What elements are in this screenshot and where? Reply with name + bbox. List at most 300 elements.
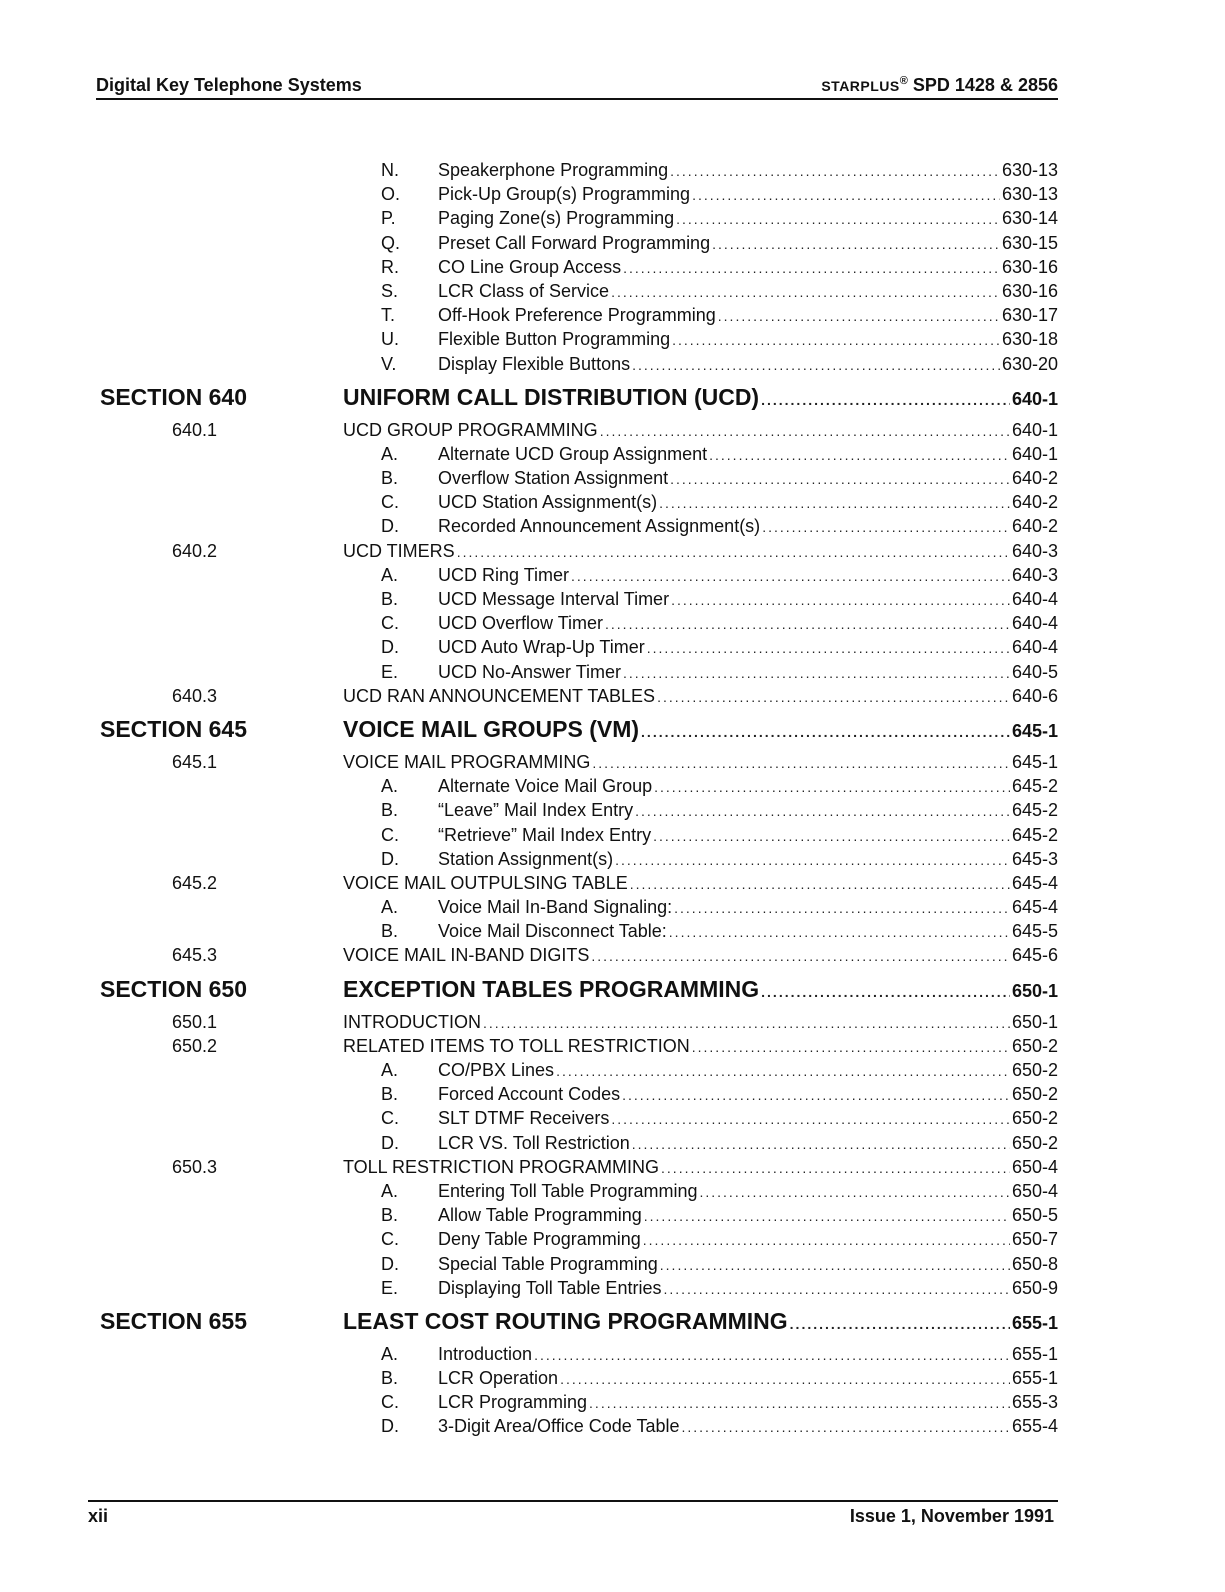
dot-leader [600, 423, 1010, 439]
toc-entry [0, 635, 1225, 659]
entry-label: C. [381, 613, 399, 634]
entry-title: Station Assignment(s) [438, 848, 614, 869]
entry-label: 640.2 [172, 540, 218, 561]
entry-line [438, 776, 1058, 797]
page-ref: 650-2 [1011, 1060, 1058, 1080]
section-number: SECTION 655 [100, 1307, 247, 1334]
toc-entry [0, 206, 1225, 230]
toc-entry [0, 1414, 1225, 1438]
page-ref: 640-1 [1011, 388, 1058, 409]
page-ref: 650-7 [1011, 1229, 1058, 1250]
entry-title: “Leave” Mail Index Entry [438, 800, 634, 821]
entry-line [438, 1368, 1058, 1389]
entry-line [343, 1036, 1058, 1057]
entry-label: 650.2 [172, 1035, 218, 1056]
page-ref: 645-4 [1011, 897, 1058, 918]
entry-line [438, 516, 1058, 537]
dot-leader [659, 495, 1010, 511]
dot-leader [632, 357, 1000, 373]
entry-line [438, 800, 1058, 821]
entry-line [343, 384, 1058, 411]
dot-leader [670, 163, 1000, 179]
dot-leader [644, 1208, 1010, 1224]
entry-title: Voice Mail Disconnect Table: [438, 921, 667, 942]
page-ref: 650-4 [1011, 1180, 1058, 1201]
entry-title: Allow Table Programming [438, 1205, 642, 1226]
toc-entry [0, 255, 1225, 279]
page-ref: 655-1 [1011, 1368, 1058, 1389]
entry-title: UCD TIMERS [343, 540, 455, 561]
toc-entry [0, 1390, 1225, 1414]
dot-leader [699, 1184, 1009, 1200]
entry-line [438, 329, 1058, 350]
dot-leader [623, 260, 1000, 276]
entry-label: B. [381, 589, 399, 609]
entry-title: Alternate Voice Mail Group [438, 776, 653, 797]
entry-title: VOICE MAIL PROGRAMMING [343, 751, 591, 772]
entry-title: UCD Ring Timer [438, 564, 570, 585]
dot-leader [718, 308, 1000, 324]
toc-entry [0, 1010, 1225, 1034]
dot-leader [560, 1371, 1010, 1387]
entry-title: SLT DTMF Receivers [438, 1108, 610, 1129]
entry-title: UCD Auto Wrap-Up Timer [438, 637, 645, 658]
toc-entry [0, 919, 1225, 943]
entry-label: D. [381, 1132, 399, 1153]
dot-leader [709, 447, 1010, 463]
entry-title: Recorded Announcement Assignment(s) [438, 516, 761, 537]
entry-line [438, 305, 1058, 326]
page-ref: 650-1 [1011, 1011, 1058, 1032]
entry-line [438, 825, 1058, 846]
entry-line [438, 1181, 1058, 1202]
entry-title: Off-Hook Preference Programming [438, 305, 716, 326]
entry-line [343, 420, 1058, 441]
entry-line [343, 1012, 1058, 1033]
entry-title: TOLL RESTRICTION PROGRAMMING [343, 1156, 660, 1177]
footer-page-number: xii [88, 1506, 109, 1526]
toc-entry [0, 303, 1225, 327]
section-heading-row [0, 1304, 1225, 1342]
entry-label: A. [381, 1060, 399, 1080]
dot-leader [712, 236, 1000, 252]
entry-title: LCR Operation [438, 1368, 559, 1389]
entry-label: E. [381, 1277, 399, 1298]
entry-title: Entering Toll Table Programming [438, 1180, 698, 1201]
entry-line [438, 637, 1058, 658]
toc-entry [0, 442, 1225, 466]
entry-line [438, 1205, 1058, 1226]
entry-label: C. [381, 824, 399, 845]
page-ref: 645-5 [1011, 921, 1058, 942]
entry-title: RELATED ITEMS TO TOLL RESTRICTION [343, 1035, 690, 1056]
entry-title: UCD Overflow Timer [438, 613, 604, 634]
section-heading-row [0, 712, 1225, 750]
registered-mark: ® [899, 75, 908, 87]
entry-line [438, 468, 1058, 489]
entry-label: U. [381, 329, 399, 350]
toc-entry [0, 750, 1225, 774]
dot-leader [654, 779, 1010, 795]
dot-leader [571, 568, 1010, 584]
entry-title: LCR Class of Service [438, 280, 610, 301]
page-ref: 630-16 [1001, 280, 1058, 301]
entry-label: A. [381, 897, 399, 918]
page-ref: 655-1 [1011, 1343, 1058, 1364]
entry-line [438, 1392, 1058, 1413]
dot-leader [670, 471, 1010, 487]
entry-label: A. [381, 1343, 399, 1364]
page-ref: 645-1 [1011, 751, 1058, 772]
page-ref: 640-2 [1011, 468, 1058, 489]
page-ref: 645-2 [1011, 824, 1058, 845]
entry-line [343, 1308, 1058, 1335]
toc-entry [0, 1082, 1225, 1106]
page-ref: 645-1 [1011, 720, 1058, 741]
page-ref: 650-2 [1011, 1132, 1058, 1153]
page-ref: 640-4 [1011, 613, 1058, 634]
entry-title: Voice Mail In-Band Signaling: [438, 897, 673, 918]
dot-leader [669, 924, 1010, 940]
page-ref: 645-2 [1011, 800, 1058, 821]
toc-entry [0, 352, 1225, 376]
entry-line [438, 662, 1058, 683]
dot-leader [643, 1232, 1010, 1248]
entry-label: A. [381, 564, 399, 585]
toc-entry [0, 823, 1225, 847]
entry-label: D. [381, 516, 399, 537]
dot-leader [641, 724, 1010, 740]
dot-leader [647, 640, 1010, 656]
entry-title: Overflow Station Assignment [438, 468, 669, 489]
entry-title: VOICE MAIL GROUPS (VM) [343, 715, 640, 742]
entry-label: O. [381, 184, 401, 205]
dot-leader [534, 1347, 1010, 1363]
entry-label: Q. [381, 232, 401, 253]
header-brand: STARPLUS [821, 78, 900, 94]
entry-title: CO Line Group Access [438, 256, 622, 277]
entry-title: LCR Programming [438, 1392, 588, 1413]
toc-entry [0, 1034, 1225, 1058]
dot-leader [692, 1039, 1010, 1055]
toc-entry [0, 1058, 1225, 1082]
entry-label: B. [381, 921, 399, 942]
entry-line [343, 716, 1058, 743]
table-of-contents [0, 158, 1225, 1439]
entry-label: D. [381, 1253, 399, 1274]
page-ref: 630-13 [1001, 160, 1058, 180]
entry-title: Flexible Button Programming [438, 329, 671, 350]
entry-line [343, 752, 1058, 773]
toc-entry [0, 1203, 1225, 1227]
page-ref: 655-4 [1011, 1416, 1058, 1437]
page-ref: 630-18 [1001, 329, 1058, 350]
dot-leader [615, 852, 1010, 868]
entry-label: 650.1 [172, 1011, 218, 1032]
entry-label: E. [381, 661, 399, 682]
entry-title: Display Flexible Buttons [438, 353, 631, 374]
entry-title: “Retrieve” Mail Index Entry [438, 824, 652, 845]
page-ref: 640-4 [1011, 637, 1058, 658]
toc-entry [0, 1227, 1225, 1251]
entry-title: LEAST COST ROUTING PROGRAMMING [343, 1307, 788, 1334]
entry-title: VOICE MAIL OUTPULSING TABLE [343, 872, 628, 893]
page-ref: 645-6 [1011, 945, 1058, 966]
toc-entry [0, 1179, 1225, 1203]
entry-label: B. [381, 468, 399, 489]
entry-title: UCD No-Answer Timer [438, 661, 622, 682]
dot-leader [632, 1136, 1010, 1152]
entry-title: UNIFORM CALL DISTRIBUTION (UCD) [343, 383, 760, 410]
toc-entry [0, 1252, 1225, 1276]
toc-entry [0, 231, 1225, 255]
dot-leader [671, 592, 1010, 608]
toc-entry [0, 1106, 1225, 1130]
entry-label: A. [381, 776, 399, 797]
entry-label: V. [381, 353, 397, 374]
footer-issue: Issue 1, November 1991 [849, 1506, 1054, 1526]
entry-title: CO/PBX Lines [438, 1060, 555, 1080]
dot-leader [657, 689, 1010, 705]
entry-label: B. [381, 1368, 399, 1389]
page-ref: 630-17 [1001, 305, 1058, 326]
page-ref: 650-5 [1011, 1205, 1058, 1226]
dot-leader [681, 1419, 1009, 1435]
toc-entry [0, 587, 1225, 611]
entry-title: 3-Digit Area/Office Code Table [438, 1416, 680, 1437]
dot-leader [622, 1087, 1010, 1103]
page-footer [88, 1500, 1058, 1526]
entry-line [438, 1108, 1058, 1129]
entry-line [438, 184, 1058, 205]
entry-label: D. [381, 637, 399, 658]
dot-leader [672, 332, 1000, 348]
toc-entry [0, 490, 1225, 514]
section-number: SECTION 640 [100, 383, 247, 410]
dot-leader [605, 616, 1010, 632]
dot-leader [660, 1257, 1010, 1273]
entry-title: Forced Account Codes [438, 1084, 621, 1105]
page-ref: 655-3 [1011, 1392, 1058, 1413]
entry-title: Introduction [438, 1343, 533, 1364]
entry-line [438, 1229, 1058, 1250]
entry-label: B. [381, 1084, 399, 1105]
entry-line [438, 1278, 1058, 1299]
entry-line [438, 444, 1058, 465]
page-ref: 650-9 [1011, 1277, 1058, 1298]
entry-label: B. [381, 1205, 399, 1226]
entry-title: Preset Call Forward Programming [438, 232, 711, 253]
entry-line [438, 1416, 1058, 1437]
toc-entry [0, 1342, 1225, 1366]
toc-entry [0, 514, 1225, 538]
page-ref: 650-2 [1011, 1108, 1058, 1129]
entry-title: UCD RAN ANNOUNCEMENT TABLES [343, 685, 656, 706]
toc-entry [0, 158, 1225, 182]
entry-line [343, 945, 1058, 966]
entry-line [438, 492, 1058, 513]
entry-label: B. [381, 800, 399, 821]
entry-label: N. [381, 160, 399, 180]
toc-entry [0, 847, 1225, 871]
page-ref: 640-3 [1011, 540, 1058, 561]
entry-label: C. [381, 1108, 399, 1129]
entry-title: Paging Zone(s) Programming [438, 208, 675, 229]
section-number: SECTION 645 [100, 715, 247, 742]
page-ref: 640-5 [1011, 661, 1058, 682]
toc-entry [0, 798, 1225, 822]
toc-entry [0, 871, 1225, 895]
entry-label: 640.3 [172, 685, 218, 706]
entry-label: A. [381, 1180, 399, 1201]
section-heading-row [0, 380, 1225, 418]
entry-line [438, 1254, 1058, 1275]
entry-line [343, 686, 1058, 707]
page-ref: 645-4 [1011, 872, 1058, 893]
entry-title: Speakerphone Programming [438, 160, 669, 180]
entry-title: Alternate UCD Group Assignment [438, 443, 708, 464]
entry-line [438, 897, 1058, 918]
entry-line [438, 208, 1058, 229]
entry-label: D. [381, 848, 399, 869]
toc-entry [0, 660, 1225, 684]
entry-line [438, 849, 1058, 870]
dot-leader [635, 803, 1010, 819]
toc-entry [0, 611, 1225, 635]
page-ref: 640-4 [1011, 589, 1058, 609]
toc-entry [0, 539, 1225, 563]
dot-leader [592, 755, 1010, 771]
entry-line [438, 233, 1058, 254]
entry-title: UCD Message Interval Timer [438, 589, 670, 609]
entry-label: 640.1 [172, 419, 218, 440]
dot-leader [676, 211, 1000, 227]
dot-leader [611, 284, 1000, 300]
entry-line [438, 589, 1058, 610]
entry-title: LCR VS. Toll Restriction [438, 1132, 630, 1153]
entry-line [438, 565, 1058, 586]
toc-entry [0, 1366, 1225, 1390]
dot-leader [630, 876, 1010, 892]
entry-title: UCD GROUP PROGRAMMING [343, 419, 598, 440]
entry-title: UCD Station Assignment(s) [438, 492, 658, 513]
dot-leader [556, 1063, 1010, 1079]
entry-label: 645.3 [172, 945, 218, 966]
entry-title: Pick-Up Group(s) Programming [438, 184, 691, 205]
entry-line [438, 613, 1058, 634]
page-ref: 645-3 [1011, 848, 1058, 869]
entry-line [438, 160, 1058, 181]
page-ref: 640-1 [1011, 419, 1058, 440]
entry-line [438, 354, 1058, 375]
page-ref: 640-2 [1011, 492, 1058, 513]
header-title: Digital Key Telephone Systems [96, 75, 362, 95]
page-ref: 650-1 [1011, 980, 1058, 1001]
dot-leader [692, 187, 1000, 203]
entry-label: T. [381, 305, 396, 326]
entry-label: C. [381, 1229, 399, 1250]
entry-label: R. [381, 256, 399, 277]
toc-entry [0, 182, 1225, 206]
toc-entry [0, 684, 1225, 708]
page-ref: 630-16 [1001, 256, 1058, 277]
entry-label: S. [381, 280, 399, 301]
page-ref: 630-14 [1001, 208, 1058, 229]
dot-leader [761, 984, 1010, 1000]
section-heading-row [0, 972, 1225, 1010]
page-ref: 630-13 [1001, 184, 1058, 205]
entry-line [343, 1157, 1058, 1178]
entry-label: 645.1 [172, 751, 218, 772]
page-ref: 650-8 [1011, 1253, 1058, 1274]
entry-line [343, 976, 1058, 1003]
toc-entry [0, 895, 1225, 919]
dot-leader [762, 519, 1010, 535]
entry-label: A. [381, 443, 399, 464]
entry-title: EXCEPTION TABLES PROGRAMMING [343, 975, 760, 1002]
entry-label: 645.2 [172, 872, 218, 893]
toc-entry [0, 1131, 1225, 1155]
section-number: SECTION 650 [100, 975, 247, 1002]
page-ref: 640-2 [1011, 516, 1058, 537]
dot-leader [483, 1015, 1010, 1031]
page-ref: 645-2 [1011, 776, 1058, 797]
page-ref: 630-15 [1001, 232, 1058, 253]
dot-leader [674, 900, 1010, 916]
entry-label: C. [381, 1392, 399, 1413]
toc-entry [0, 1155, 1225, 1179]
entry-label: D. [381, 1416, 399, 1437]
page-ref: 630-20 [1001, 353, 1058, 374]
entry-title: INTRODUCTION [343, 1011, 481, 1032]
dot-leader [653, 828, 1010, 844]
toc-entry [0, 943, 1225, 967]
entry-title: Special Table Programming [438, 1253, 658, 1274]
entry-label: 650.3 [172, 1156, 218, 1177]
page-ref: 650-2 [1011, 1084, 1058, 1105]
page-ref: 640-6 [1011, 685, 1058, 706]
toc-entry [0, 1276, 1225, 1300]
entry-label: C. [381, 492, 399, 513]
toc-entry [0, 563, 1225, 587]
entry-title: Deny Table Programming [438, 1229, 641, 1250]
entry-line [438, 257, 1058, 278]
page-ref: 640-1 [1011, 443, 1058, 464]
entry-line [343, 541, 1058, 562]
entry-label: P. [381, 208, 396, 229]
dot-leader [761, 392, 1010, 408]
page-ref: 640-3 [1011, 564, 1058, 585]
page-ref: 650-2 [1011, 1035, 1058, 1056]
entry-title: VOICE MAIL IN-BAND DIGITS [343, 945, 590, 966]
entry-line [438, 1133, 1058, 1154]
toc-entry [0, 774, 1225, 798]
entry-title: Displaying Toll Table Entries [438, 1277, 662, 1298]
header-model: SPD 1428 & 2856 [912, 75, 1058, 95]
entry-line [438, 1344, 1058, 1365]
dot-leader [623, 665, 1010, 681]
entry-line [343, 873, 1058, 894]
dot-leader [589, 1395, 1010, 1411]
dot-leader [457, 544, 1010, 560]
dot-leader [663, 1281, 1010, 1297]
dot-leader [611, 1111, 1010, 1127]
page-header [96, 74, 1058, 100]
header-product [821, 75, 1058, 96]
entry-line [438, 281, 1058, 302]
page-ref: 655-1 [1011, 1312, 1058, 1333]
entry-line [438, 1084, 1058, 1105]
